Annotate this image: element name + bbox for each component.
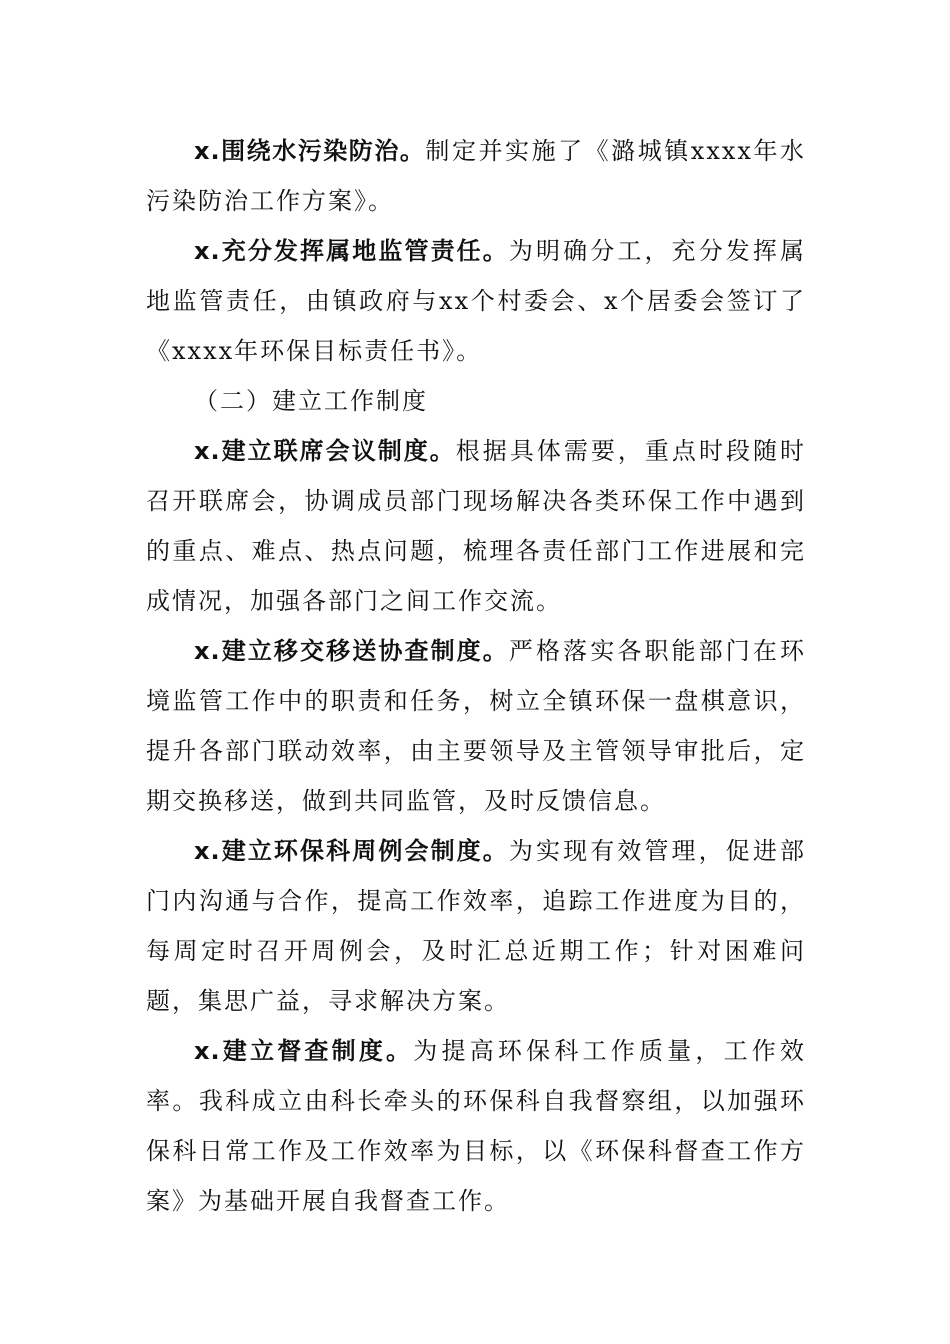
paragraph-inspection-system [146,1026,806,1226]
paragraph-local-supervision [146,226,806,376]
paragraph-text: 为实现有效管理，促进部门内沟通与合作，提高工作效率，追踪工作进度为目的，每周定时召开周例会，及时汇总近期工作；针对困难问题，集思广益，寻求解决方案。 [146,837,806,1015]
paragraph-water-pollution [146,126,806,226]
paragraph-text: 为明确分工，充分发挥属地监管责任，由镇政府与xx个村委会、x个居委会签订了《xxxx年环保目标责任书》。 [146,237,806,365]
paragraph-lead: x.建立联席会议制度。 [194,437,456,465]
paragraph-lead: x.围绕水污染防治。 [194,137,426,165]
section-heading: （二）建立工作制度 [194,387,428,415]
paragraph-text: 根据具体需要，重点时段随时召开联席会，协调成员部门现场解决各类环保工作中遇到的重点、难点、热点问题，梳理各责任部门工作进展和完成情况，加强各部门之间工作交流。 [146,437,806,615]
document-body [146,126,806,1226]
paragraph-lead: x.建立环保科周例会制度。 [194,837,509,865]
paragraph-weekly-meeting [146,826,806,1026]
paragraph-lead: x.建立督查制度。 [194,1037,414,1065]
paragraph-lead: x.建立移交移送协查制度。 [194,637,509,665]
paragraph-text: 为提高环保科工作质量，工作效率。我科成立由科长牵头的环保科自我督察组，以加强环保科日常工作及工作效率为目标，以《环保科督查工作方案》为基础开展自我督查工作。 [146,1037,806,1215]
paragraph-text: 制定并实施了《潞城镇xxxx年水污染防治工作方案》。 [146,137,806,215]
paragraph-lead: x.充分发挥属地监管责任。 [194,237,509,265]
paragraph-joint-meeting [146,426,806,626]
paragraph-transfer-system [146,626,806,826]
paragraph-text: 严格落实各职能部门在环境监管工作中的职责和任务，树立全镇环保一盘棋意识，提升各部门联动效率，由主要领导及主管领导审批后，定期交换移送，做到共同监管，及时反馈信息。 [146,637,806,815]
